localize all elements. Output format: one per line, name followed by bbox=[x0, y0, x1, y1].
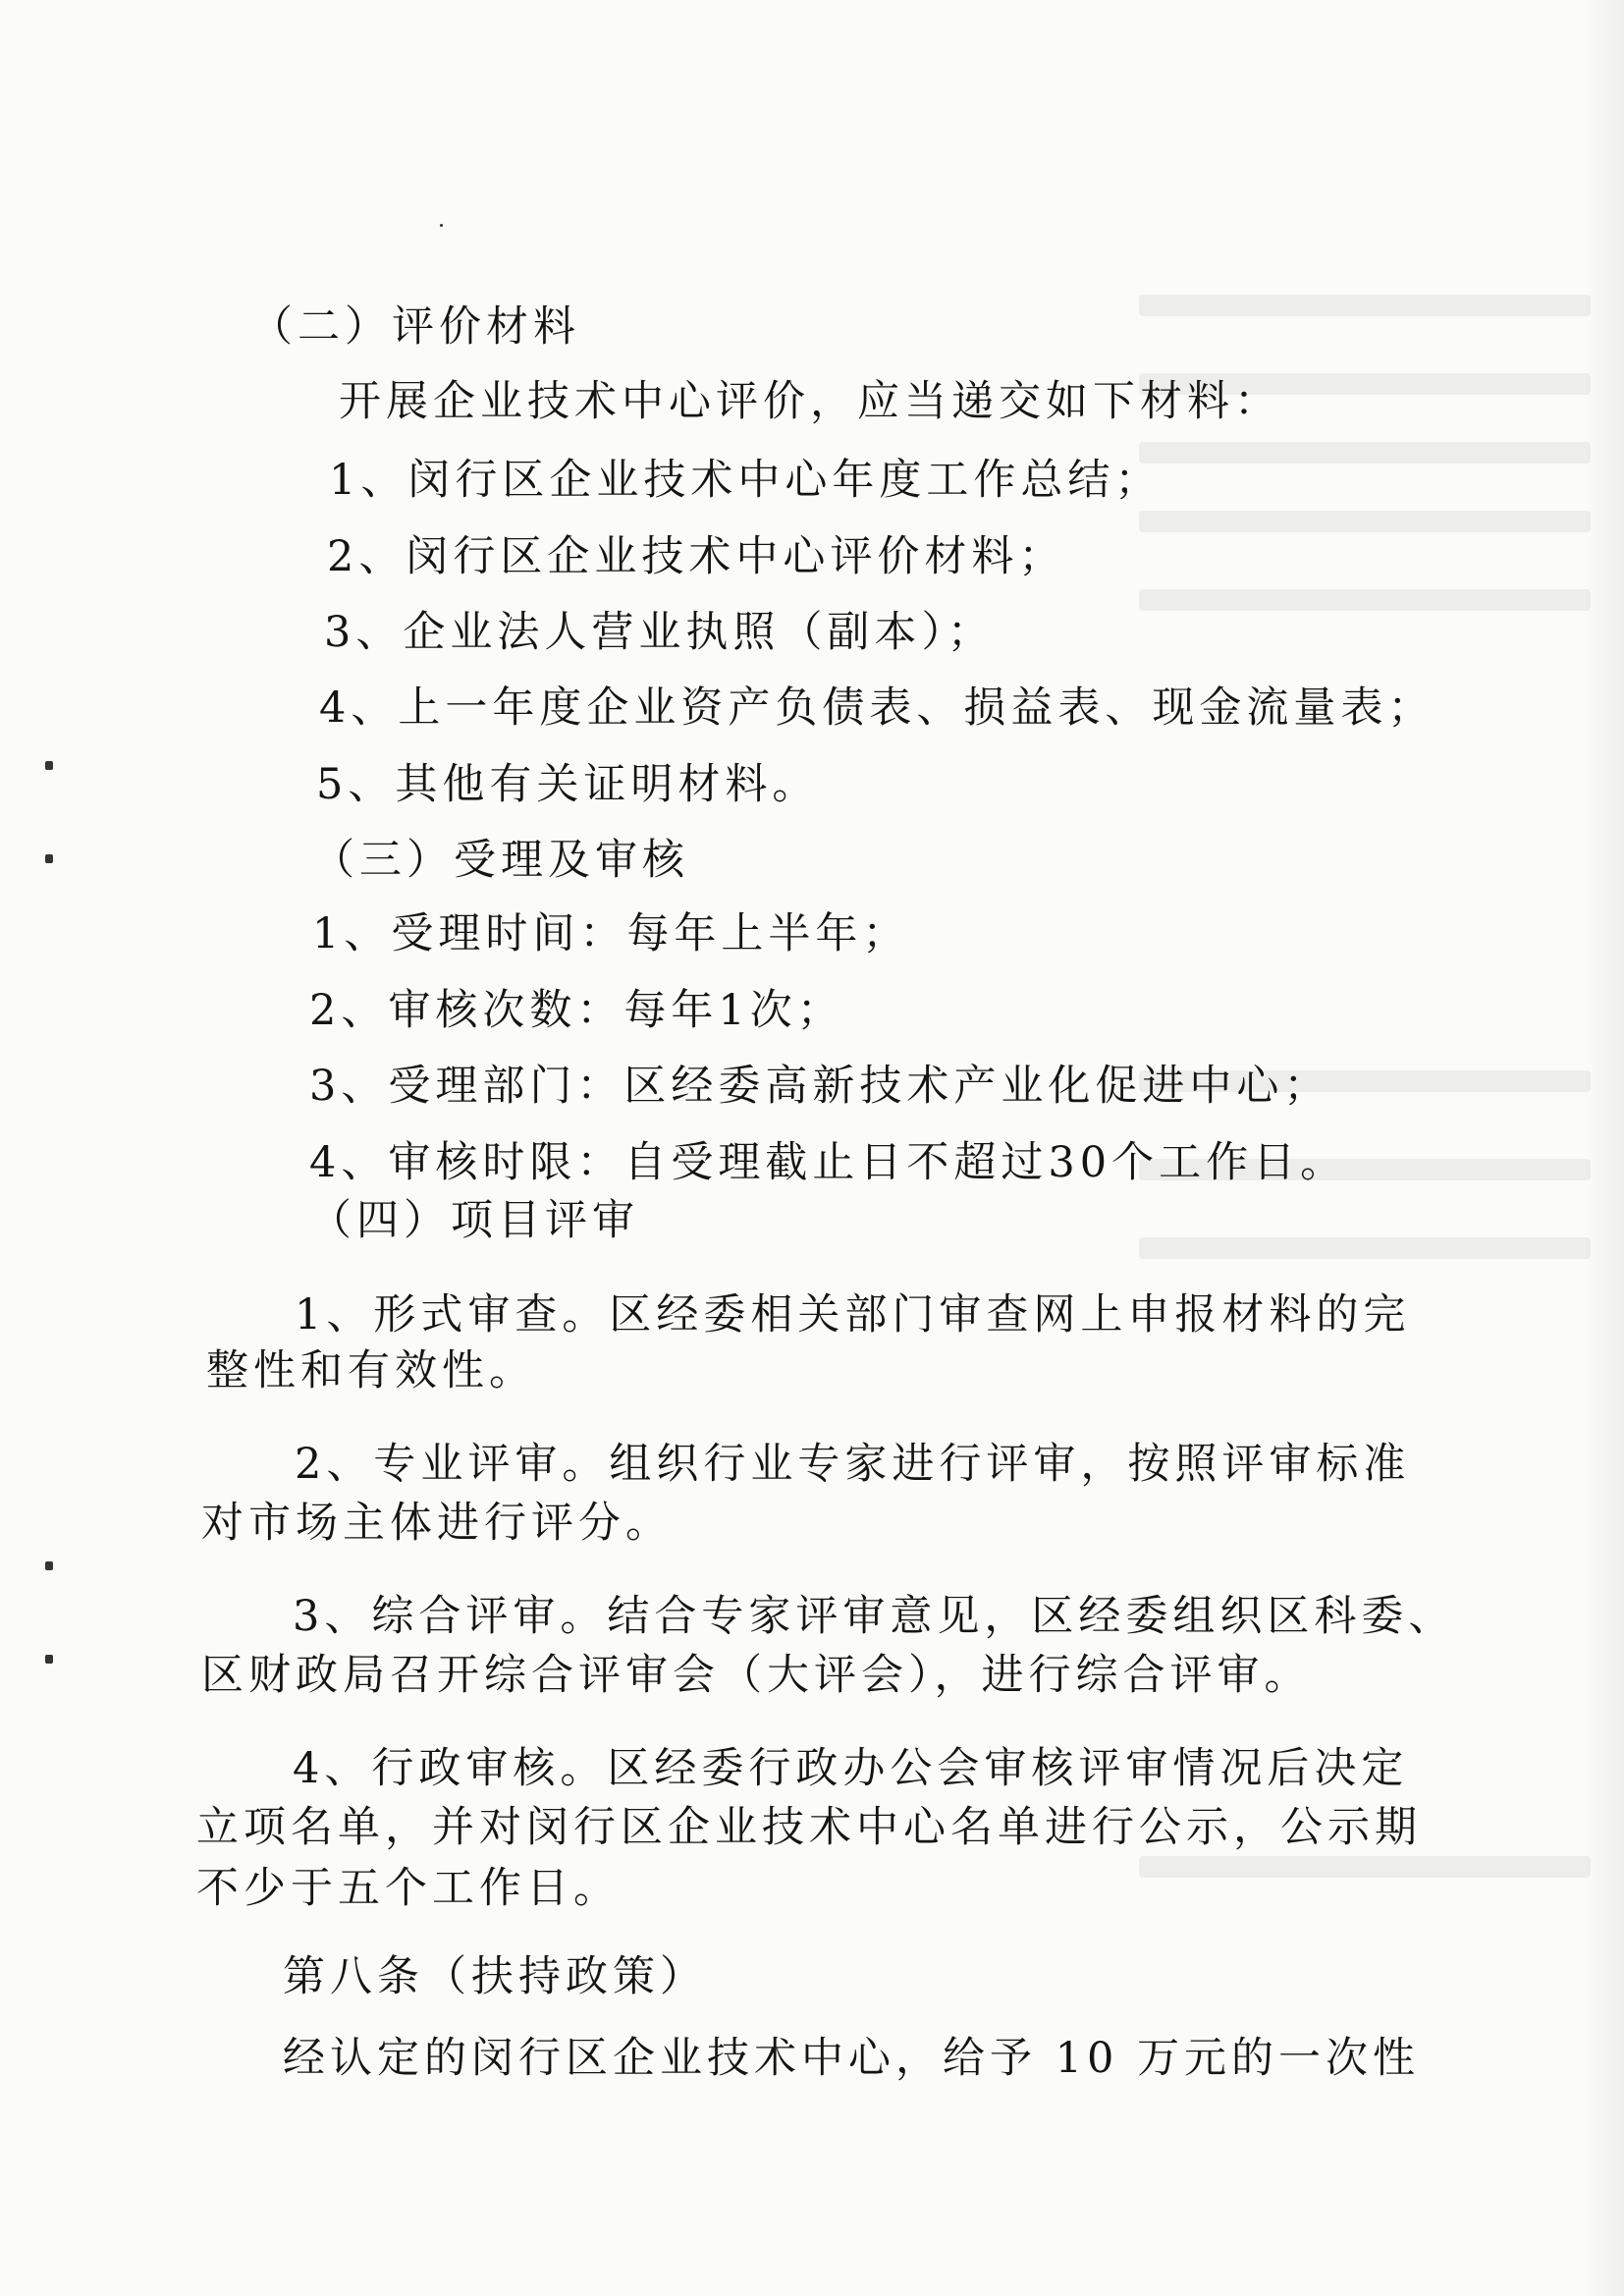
list-item: 3、受理部门：区经委高新技术产业化促进中心； bbox=[309, 1062, 1331, 1111]
paragraph-line: 对市场主体进行评分。 bbox=[201, 1499, 673, 1548]
list-item: 1、闵行区企业技术中心年度工作总结； bbox=[329, 456, 1163, 505]
list-item: 2、审核次数：每年1次； bbox=[309, 986, 844, 1035]
paragraph-line: 区财政局召开综合评审会（大评会），进行综合评审。 bbox=[201, 1651, 1312, 1700]
binding-mark bbox=[45, 761, 53, 770]
bleed-through-mark bbox=[1139, 511, 1591, 532]
bleed-through-mark bbox=[1139, 1856, 1591, 1878]
paragraph-line: 1、形式审查。区经委相关部门审查网上申报材料的完 bbox=[295, 1290, 1411, 1339]
binding-mark bbox=[45, 1655, 53, 1664]
paragraph-line: 4、行政审核。区经委行政办公会审核评审情况后决定 bbox=[293, 1744, 1409, 1793]
bleed-through-mark bbox=[1139, 589, 1591, 611]
article-heading: 第八条（扶持政策） bbox=[283, 1952, 707, 2001]
list-item: 4、审核时限：自受理截止日不超过30个工作日。 bbox=[309, 1138, 1348, 1187]
binding-mark bbox=[45, 854, 53, 863]
paragraph-line: 立项名单，并对闵行区企业技术中心名单进行公示，公示期 bbox=[196, 1803, 1422, 1852]
bleed-through-mark bbox=[1139, 442, 1591, 464]
paragraph-line: 2、专业评审。组织行业专家进行评审，按照评审标准 bbox=[295, 1440, 1411, 1489]
scan-edge-shadow bbox=[1585, 0, 1624, 2296]
paragraph-line: 不少于五个工作日。 bbox=[196, 1864, 621, 1913]
section-heading-acceptance-review: （三）受理及审核 bbox=[312, 836, 689, 885]
list-item: 1、受理时间：每年上半年； bbox=[312, 909, 910, 958]
paragraph-line: 整性和有效性。 bbox=[206, 1346, 536, 1395]
bleed-through-mark bbox=[1139, 1237, 1591, 1259]
section-heading-project-review: （四）项目评审 bbox=[309, 1196, 639, 1245]
paragraph-line: 开展企业技术中心评价，应当递交如下材料： bbox=[339, 377, 1281, 426]
list-item: 3、企业法人营业执照（副本）； bbox=[324, 608, 995, 657]
paragraph-line: 经认定的闵行区企业技术中心，给予 10 万元的一次性 bbox=[283, 2034, 1421, 2083]
section-heading-evaluation-materials: （二）评价材料 bbox=[250, 302, 580, 352]
list-item: 4、上一年度企业资产负债表、损益表、现金流量表； bbox=[319, 683, 1435, 733]
bleed-through-mark bbox=[1139, 295, 1591, 316]
binding-mark bbox=[45, 1561, 53, 1570]
list-item: 5、其他有关证明材料。 bbox=[316, 760, 820, 809]
paragraph-line: 3、综合评审。结合专家评审意见，区经委组织区科委、 bbox=[293, 1592, 1456, 1641]
list-item: 2、闵行区企业技术中心评价材料； bbox=[327, 532, 1066, 581]
scan-speck bbox=[440, 224, 443, 227]
